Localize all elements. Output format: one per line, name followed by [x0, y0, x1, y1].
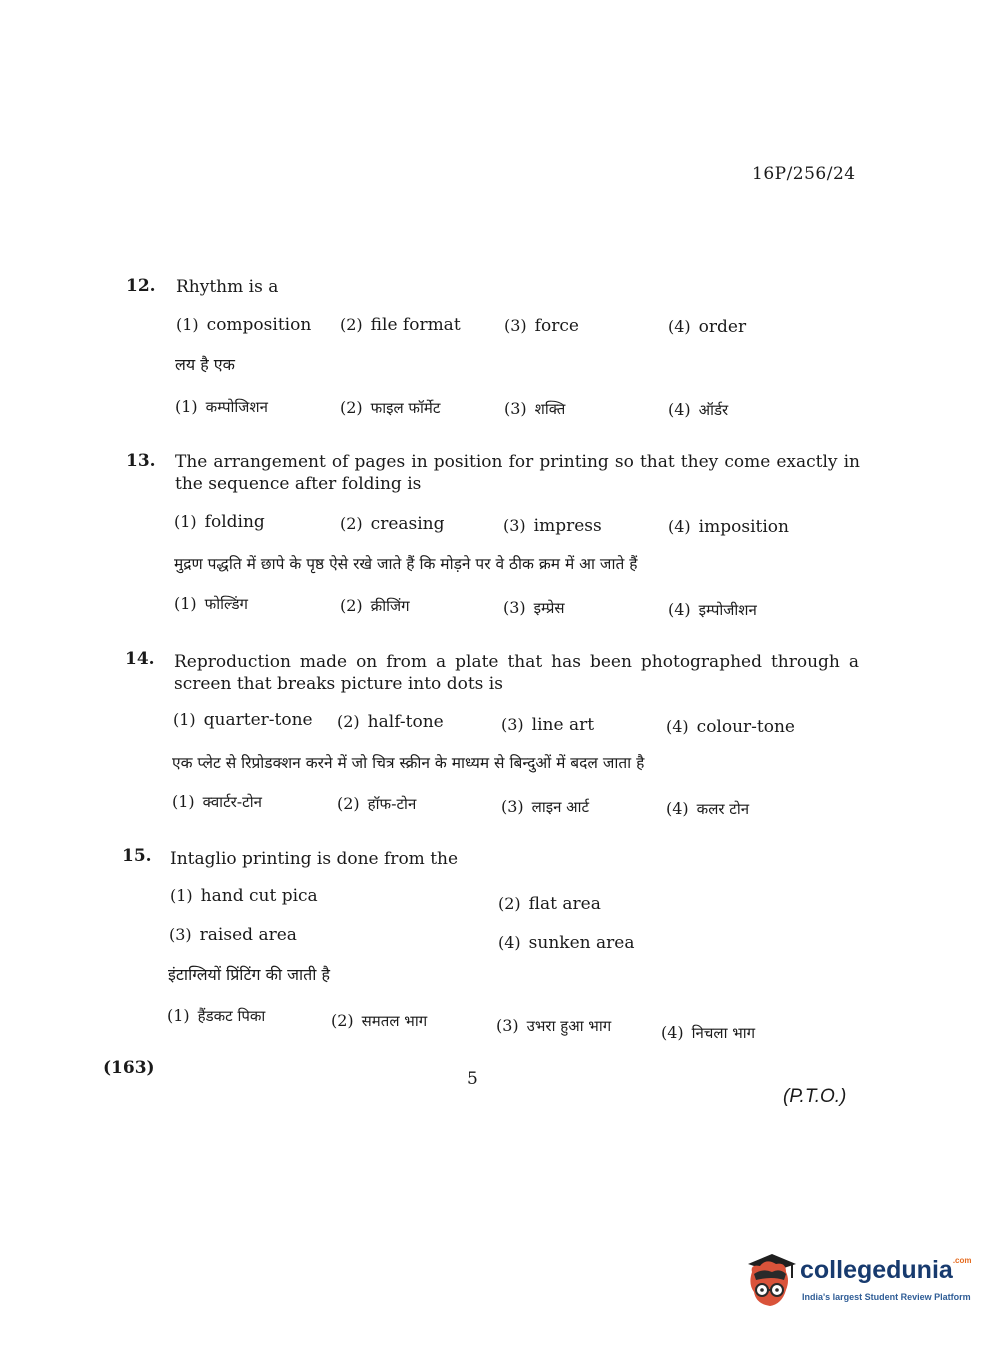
footer-code: (163) — [103, 1058, 155, 1078]
question-number: 13. — [126, 451, 156, 471]
mascot-icon — [742, 1250, 800, 1314]
question-number: 14. — [125, 649, 155, 669]
option-1: (1) folding — [174, 512, 265, 532]
hindi-question-text: एक प्लेट से रिप्रोडक्शन करने में जो चित्र स्क्रीन के माध्यम से बिन्दुओं में बदल जाता है — [172, 754, 645, 772]
hindi-option-1: (1) कम्पोजिशन — [175, 397, 268, 416]
question-number: 15. — [122, 846, 152, 866]
option-4: (4) imposition — [668, 517, 789, 537]
hindi-question-text: मुद्रण पद्धति में छापे के पृष्ठ ऐसे रखे जाते हैं कि मोड़ने पर वे ठीक क्रम में आ जाते हैं — [174, 555, 638, 573]
collegedunia-logo — [742, 1250, 972, 1314]
hindi-option-3: (3) उभरा हुआ भाग — [496, 1016, 612, 1035]
hindi-question-text: लय है एक — [175, 355, 235, 374]
hindi-option-1: (1) फोल्डिंग — [174, 594, 248, 613]
logo-suffix: .com — [952, 1256, 972, 1265]
hindi-option-4: (4) कलर टोन — [666, 799, 750, 818]
option-3: (3) line art — [501, 715, 595, 735]
logo-tagline: India's largest Student Review Platform — [802, 1292, 971, 1302]
option-2: (2) flat area — [498, 894, 601, 914]
option-3: (3) raised area — [169, 925, 297, 945]
option-4: (4) order — [668, 317, 747, 337]
pto-label: (P.T.O.) — [783, 1086, 847, 1107]
hindi-option-3: (3) शक्ति — [504, 399, 566, 418]
hindi-option-2: (2) समतल भाग — [331, 1011, 428, 1030]
option-3: (3) impress — [503, 516, 602, 536]
paper-code: 16P/256/24 — [752, 164, 856, 184]
hindi-option-2: (2) क्रीजिंग — [340, 596, 410, 615]
question-number: 12. — [126, 276, 156, 296]
hindi-option-4: (4) इम्पोजीशन — [668, 600, 757, 619]
hindi-option-4: (4) ऑर्डर — [668, 400, 729, 419]
question-text: Rhythm is a — [176, 277, 279, 297]
option-2: (2) file format — [340, 315, 461, 335]
question-text: Intaglio printing is done from the — [170, 849, 459, 869]
option-4: (4) sunken area — [498, 933, 635, 953]
question-text: Reproduction made on from a plate that has been photographed through a screen that breaks picture into dots is — [174, 652, 859, 694]
hindi-option-2: (2) फाइल फॉर्मेट — [340, 398, 441, 417]
option-1: (1) quarter-tone — [173, 710, 313, 730]
hindi-question-text: इंटाग्लियों प्रिंटिंग की जाती है — [168, 965, 330, 984]
hindi-option-1: (1) हैंडकट पिका — [167, 1006, 266, 1025]
question-text: The arrangement of pages in position for printing so that they come exactly in the sequence after folding is — [175, 452, 860, 494]
option-1: (1) composition — [176, 315, 312, 335]
option-4: (4) colour-tone — [666, 717, 795, 737]
option-1: (1) hand cut pica — [170, 886, 318, 906]
hindi-option-4: (4) निचला भाग — [661, 1023, 756, 1042]
page-number: 5 — [467, 1069, 478, 1089]
option-2: (2) creasing — [340, 514, 445, 534]
hindi-option-1: (1) क्वार्टर-टोन — [172, 792, 262, 811]
hindi-option-3: (3) इम्प्रेस — [503, 598, 565, 617]
hindi-option-2: (2) हॉफ-टोन — [337, 794, 417, 813]
option-3: (3) force — [504, 316, 579, 336]
hindi-option-3: (3) लाइन आर्ट — [501, 797, 590, 816]
logo-name: collegedunia$^{.com}$ — [800, 1256, 972, 1284]
option-2: (2) half-tone — [337, 712, 444, 732]
